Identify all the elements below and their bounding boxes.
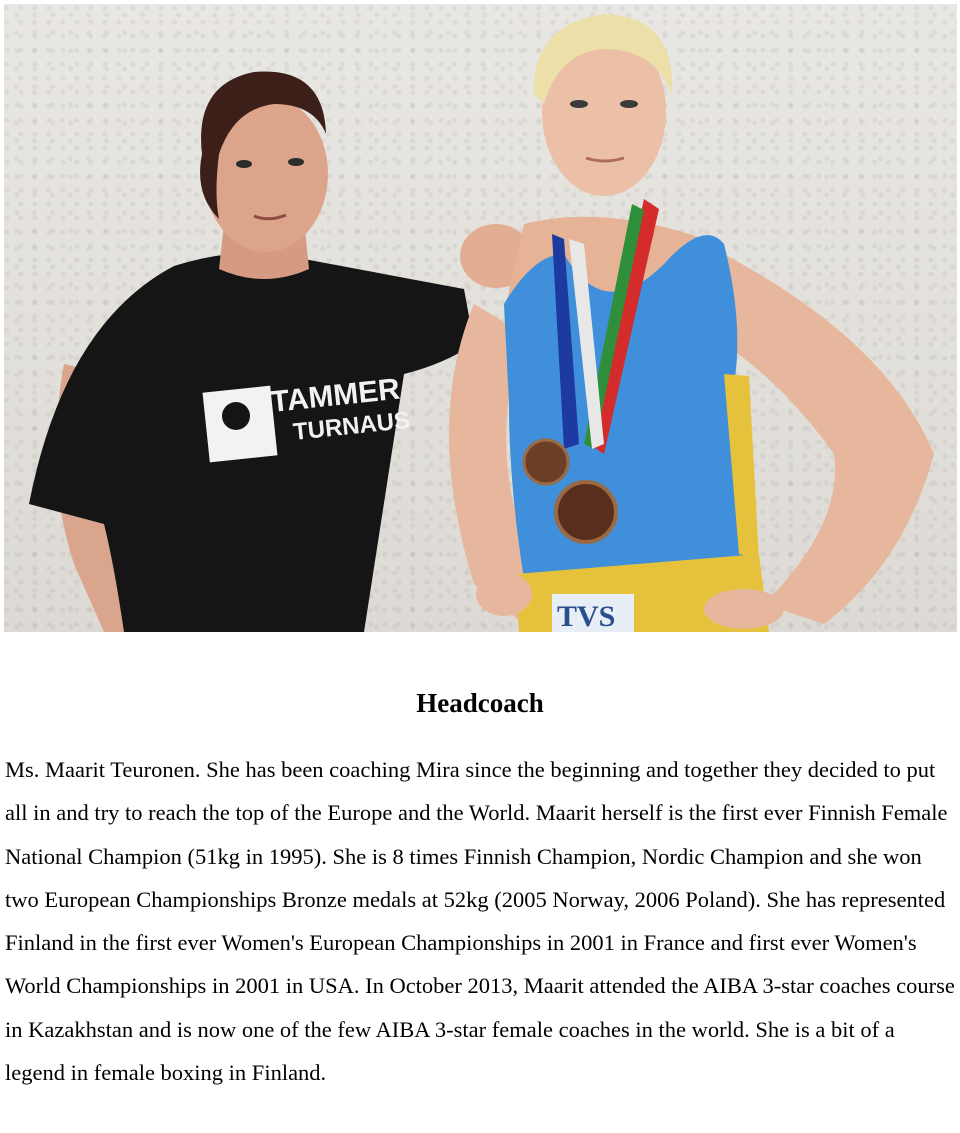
photo-illustration <box>4 4 957 632</box>
boxer-figure <box>449 14 934 632</box>
svg-text:TURNAUS: TURNAUS <box>291 406 412 446</box>
coach-figure <box>29 72 532 632</box>
coach-and-boxer-photo <box>4 4 957 632</box>
svg-text:TAMMER: TAMMER <box>269 372 402 419</box>
svg-text:TVS: TVS <box>557 600 616 632</box>
coach-bio-paragraph: Ms. Maarit Teuronen. She has been coaching Mira since the beginning and together they decided to put all in and try to reach the top of the Europe and the World. Maarit herself is the first ever Finnish Female National Champion (51kg in 1995). She is 8 times Finnish Champion, Nordic Champion and she won two European Championships Bronze medals at 52kg (2005 Norway, 2006 Poland). She has represented Finland in the first ever Women's European Championships in 2001 in France and first ever Women's World Championships in 2001 in USA. In October 2013, Maarit attended the AIBA 3-star coaches course in Kazakhstan and is now one of the few AIBA 3-star female coaches in the world. She is a bit of a legend in female boxing in Finland. <box>5 757 955 1086</box>
section-heading: Headcoach <box>416 688 544 718</box>
